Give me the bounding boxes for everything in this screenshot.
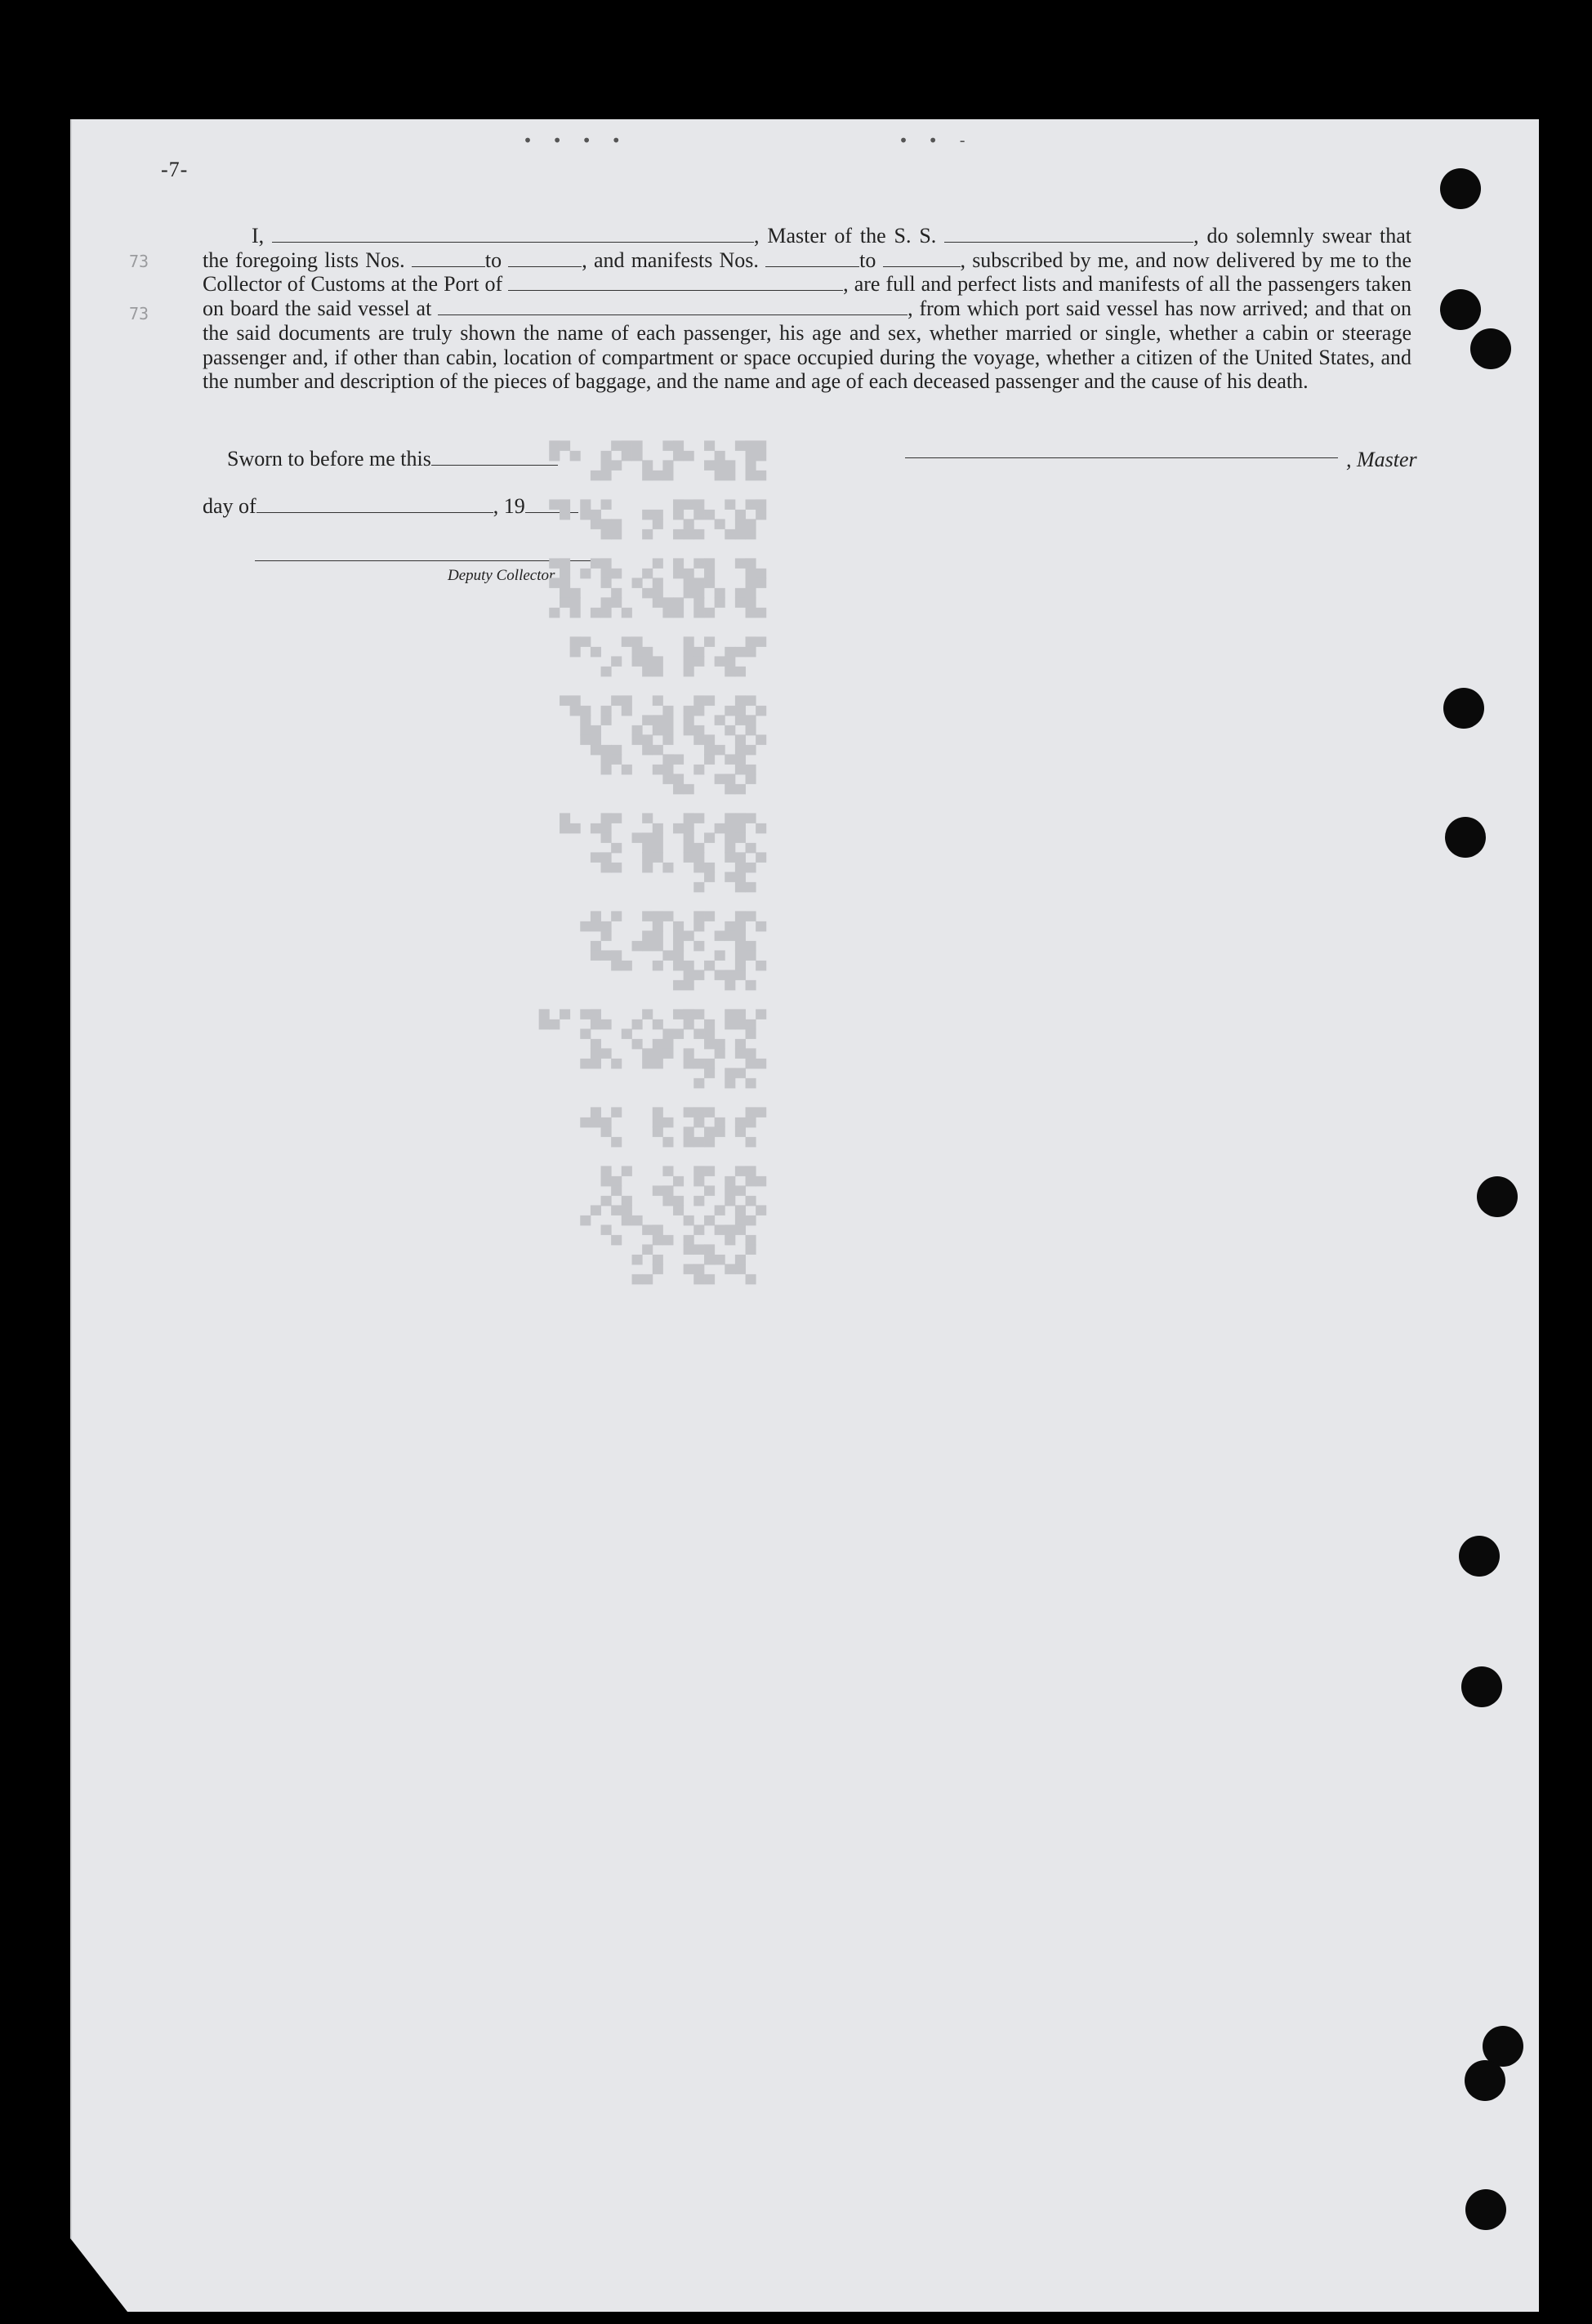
manifest-from-blank	[765, 252, 859, 267]
punch-hole	[1440, 289, 1481, 330]
master-label: , Master	[1346, 448, 1417, 471]
punch-hole	[1461, 1666, 1502, 1707]
list-from-blank	[412, 252, 485, 267]
sworn-line: Sworn to before me this	[227, 447, 558, 471]
list-to-blank	[508, 252, 582, 267]
punch-hole	[1470, 328, 1511, 369]
margin-number-2: 73	[129, 304, 149, 323]
punch-hole	[1440, 168, 1481, 209]
top-marks-right: • • -	[899, 131, 973, 150]
manifest-to-blank	[883, 252, 961, 267]
port-blank	[508, 275, 843, 291]
day-of-line: day of , 19	[203, 494, 578, 519]
punch-hole	[1465, 2060, 1505, 2101]
deputy-collector-label: Deputy Collector.	[448, 567, 558, 584]
bleed-through-texture: ██▀ ▄▀ ▄█▀ ██▀▄ ▄▀█ ▄█ ██▀ █▄█ ▀█▄ █▀▄▀ ▄█▀█ ▄▄ ▀▄█ █▀ ██▄▀ ▄█▄ ▀▄ ██▀ ▄█▀ █▀▄█ ▀▄ ▄█▀▄ █▀ ▀█▄ ▄▀██ █▄▀ ▄▀ ▄█▀ ▄█▀ ▀▄█ ██▀ ▄▀█▄ █▀▄ ▀█▄▄ ▀▄█ ▄█▀ ▄▀█ ▄█▀ ▀█ ██▀ ▀▄ ▄▀█▄ ▀█▄ ▄▀ █▀▄ ▄█▀ █▀▄▀ ▄█ ██▀▄ ▀▄█ ▀▄█ ▄█▀ ▀▄█▀ ▄▄█▀ ▄█▀ ▀▄ ▀█▄ ▄▀█ ▀▄█▀ ▄█▀ ▄▀██▄ ▀█▄ ▄▀ ▀█▄ ▄█ ▄▀█ ▀▄█ ██▀ ▄▀ ▀▄█▀ ▄█▀ ▄▀█ ▄█▀ ▄█▀ ▀▄ ▄▀█▄ ▀█ ▄▀█▀ ▀▄█▄ ▄█▀▀ ▄▀█ ██▄ ▀▄ ▄▀█ ▀▄ ▄█▀▄ ▄█▀▀ ▄▀█▀ ▀█▄ ▀▄██ ▄▀█▀ ▄▀▄ ▄█▀ ▀▄█ ▀▄ ▄█▀ ▀█▄ ▄▀ ▄▀ ▄█▀ ▀▄▄█ ▀██ ▄▀█▄ ▄▀█ ▀▄ ▀█▄ ▄▀█▀ ▄█ ▀▄█▄ ▄▀ ▀█▄█ ▄▀ ▄▀ ▄█▀▄ ▀█ ▄▀ ▀▄█ ▄▀█ ▀▄ ▄█▀ ▄▀▄ ▀▄█ ▀▄ ▄▀ ▄█▀ ▀▄ ▄▀█▀ ▀▄ ▄█▀ ▄▀ ▀▄ ▄█▀▀ ▄▀▄ ▄▀▀ ▄█▀ ▀▄▄	[539, 441, 767, 1284]
ship-name-blank	[944, 227, 1193, 243]
top-marks-left: • • • •	[523, 131, 627, 150]
master-name-blank	[272, 227, 754, 243]
oath-paragraph: I, , Master of the S. S. , do solemnly swear that the foregoing lists Nos. to , and manifests Nos. to , subscribed by me, and now delivered by me to the Collector of Customs at the Port of , are full and perfect lists and manifests of all the passengers taken on board the said vessel at , from which port said vessel has now arrived; and that on the said documents are truly shown the name of each passenger, his age and sex, whether married or single, whether a cabin or steerage passenger and, if other than cabin, location of compartment or space occupied during the voyage, whether a citizen of the United States, and the number and description of the pieces of baggage, and the name and age of each deceased passenger and the cause of his death.	[203, 224, 1412, 394]
margin-number-1: 73	[129, 252, 149, 271]
punch-hole	[1443, 688, 1484, 729]
day-blank	[256, 497, 493, 513]
punch-hole	[1445, 817, 1486, 858]
punch-hole	[1459, 1536, 1500, 1577]
punch-hole	[1465, 2189, 1506, 2230]
departure-port-blank	[438, 300, 907, 315]
punch-hole	[1477, 1176, 1518, 1217]
master-signature-line	[905, 457, 1338, 458]
page-number: -7-	[161, 158, 189, 181]
